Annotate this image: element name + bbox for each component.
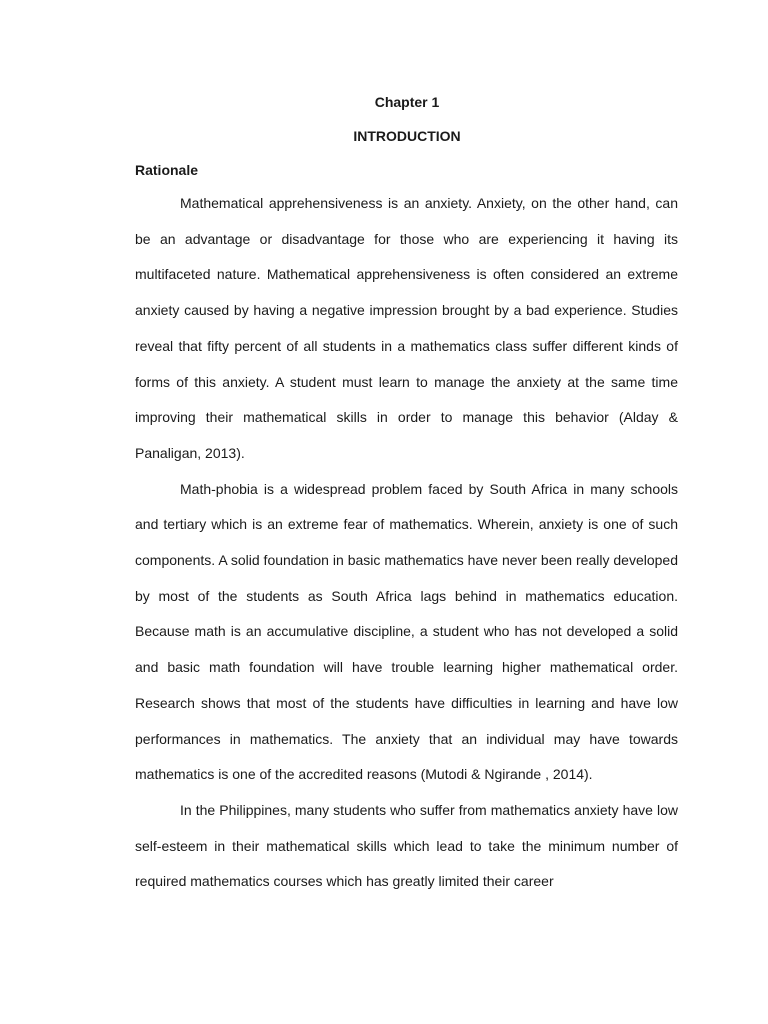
body-text: [135, 186, 678, 900]
paragraph-1: Mathematical apprehensiveness is an anxiety. Anxiety, on the other hand, can be an advantage or disadvantage for those who are experiencing it having its multifaceted nature. Mathematical apprehensiveness is often considered an extreme anxiety caused by having a negative impression brought by a bad experience. Studies reveal that fifty percent of all students in a mathematics class suffer different kinds of forms of this anxiety. A student must learn to manage the anxiety at the same time improving their mathematical skills in order to manage this behavior (Alday & Panaligan, 2013).: [135, 195, 678, 461]
chapter-title: INTRODUCTION: [353, 128, 461, 144]
section-heading: Rationale: [135, 162, 199, 178]
paragraph-2: Math-phobia is a widespread problem faced by South Africa in many schools and tertiary which is an extreme fear of mathematics. Wherein, anxiety is one of such components. A solid foundation in basic mathematics have never been really developed by most of the students as South Africa lags behind in mathematics education. Because math is an accumulative discipline, a student who has not developed a solid and basic math foundation will have trouble learning higher mathematical order. Research shows that most of the students have difficulties in learning and have low performances in mathematics. The anxiety that an individual may have towards mathematics is one of the accredited reasons (Mutodi & Ngirande , 2014).: [135, 480, 678, 783]
paragraph-3: In the Philippines, many students who suffer from mathematics anxiety have low self-esteem in their mathematical skills which lead to take the minimum number of required mathematics courses which has greatly limited their career: [135, 801, 678, 890]
chapter-label: Chapter 1: [374, 94, 440, 110]
